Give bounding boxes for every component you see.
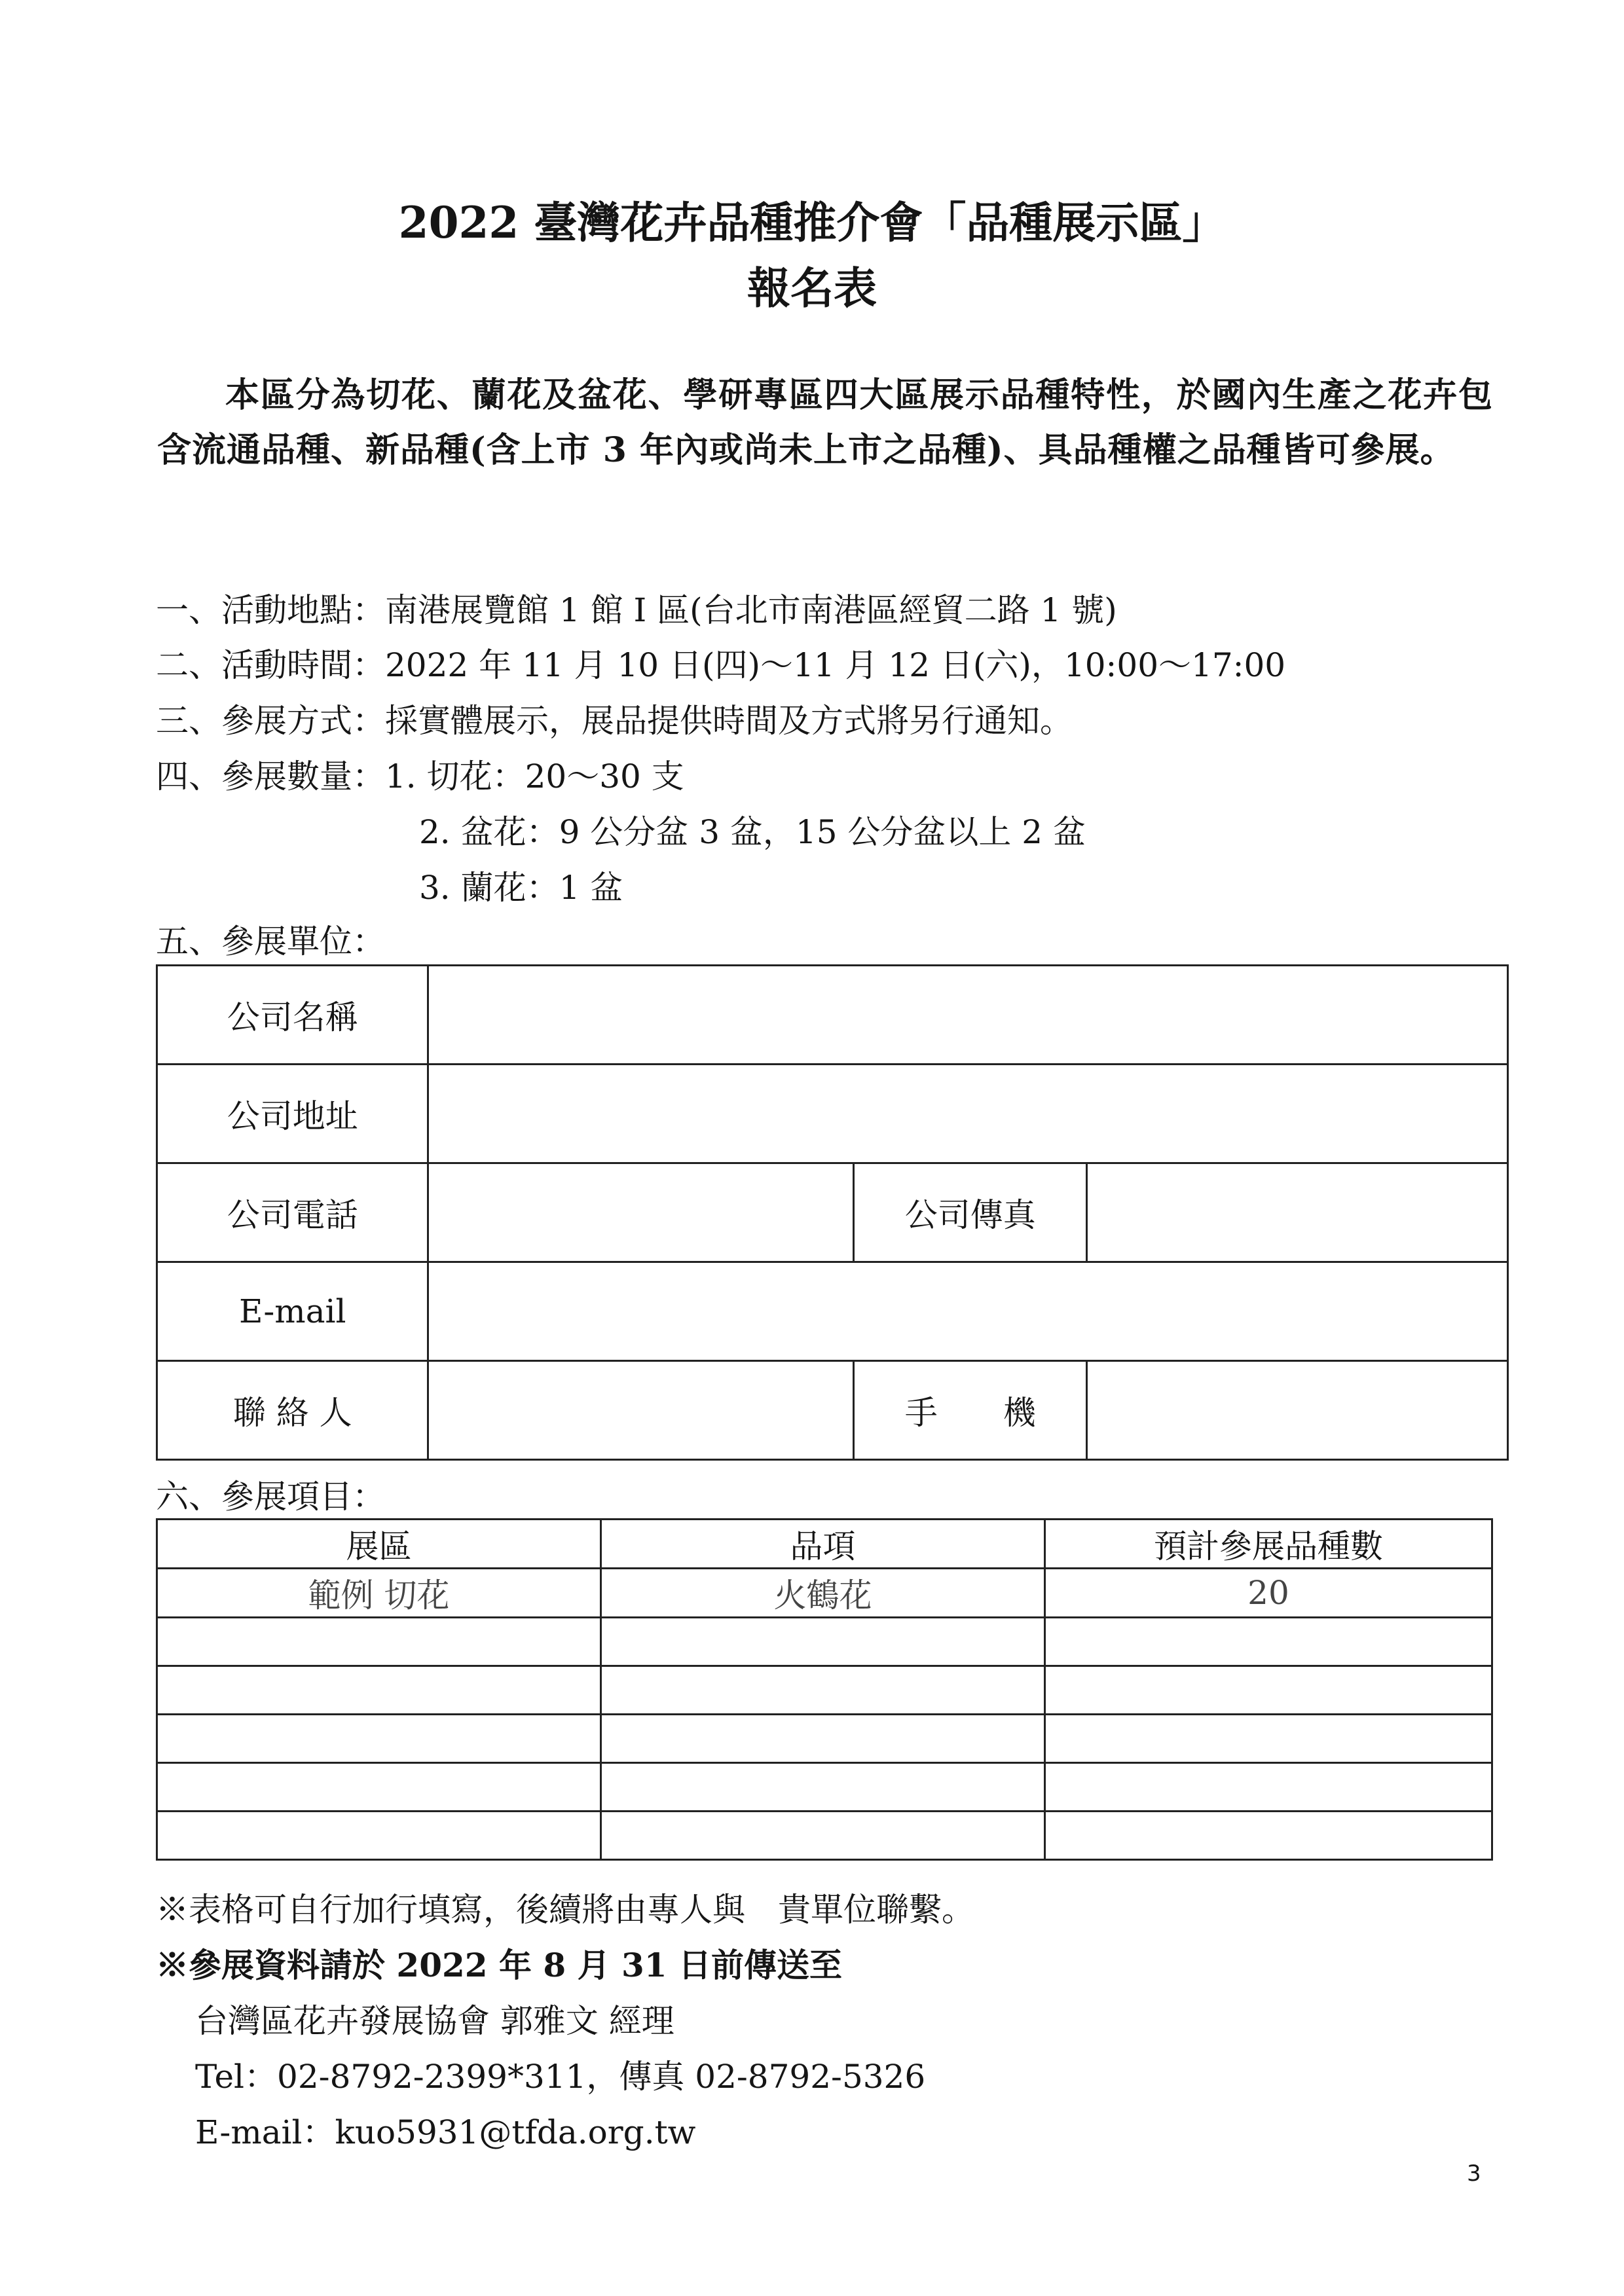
table-row xyxy=(157,1262,1508,1361)
header-variety-count: 預計參展品種數 xyxy=(1044,1520,1492,1569)
count-cell[interactable] xyxy=(1044,1618,1492,1666)
item-quantity-orchid: 3. 蘭花：1 盆 xyxy=(419,869,623,907)
zone-cell[interactable] xyxy=(157,1666,601,1715)
header-zone: 展區 xyxy=(157,1520,601,1569)
company-fax-label: 公司傳真 xyxy=(854,1163,1087,1262)
exhibit-items-table xyxy=(156,1518,1493,1861)
page-title: 2022 臺灣花卉品種推介會「品種展示區」 xyxy=(398,197,1226,248)
mobile-field[interactable] xyxy=(1087,1361,1508,1460)
count-cell[interactable] xyxy=(1044,1812,1492,1860)
company-name-field[interactable] xyxy=(428,966,1508,1065)
page-subtitle: 報名表 xyxy=(747,263,877,314)
table-row xyxy=(157,1763,1492,1812)
note-deadline: ※參展資料請於 2022 年 8 月 31 日前傳送至 xyxy=(156,1946,842,1984)
company-name-label: 公司名稱 xyxy=(157,966,428,1065)
contact-organization: 台灣區花卉發展協會 郭雅文 經理 xyxy=(195,2002,674,2040)
count-cell[interactable] xyxy=(1044,1715,1492,1763)
zone-cell[interactable] xyxy=(157,1763,601,1812)
item-method: 三、參展方式：採實體展示，展品提供時間及方式將另行通知。 xyxy=(156,702,1073,740)
item-cell[interactable] xyxy=(600,1763,1044,1812)
company-phone-label: 公司電話 xyxy=(157,1163,428,1262)
email-field[interactable] xyxy=(428,1262,1508,1361)
table-row xyxy=(157,1812,1492,1860)
intro-paragraph xyxy=(157,368,1493,478)
zone-cell[interactable] xyxy=(157,1618,601,1666)
table-header-row xyxy=(157,1520,1492,1569)
section-6-title: 六、參展項目： xyxy=(156,1478,385,1516)
contact-email: E-mail：kuo5931@tfda.org.tw xyxy=(195,2113,696,2151)
contact-label: 聯 絡 人 xyxy=(157,1361,428,1460)
example-zone: 範例 切花 xyxy=(157,1569,601,1618)
company-address-field[interactable] xyxy=(428,1065,1508,1163)
mobile-label: 手 機 xyxy=(854,1361,1087,1460)
table-row xyxy=(157,1715,1492,1763)
company-fax-field[interactable] xyxy=(1087,1163,1508,1262)
exhibitor-info-table xyxy=(156,964,1509,1461)
table-row xyxy=(157,966,1508,1065)
contact-phone: Tel：02-8792-2399*311，傳真 02-8792-5326 xyxy=(195,2058,926,2096)
company-phone-field[interactable] xyxy=(428,1163,854,1262)
intro-text: 本區分為切花、蘭花及盆花、學研專區四大區展示品種特性，於國內生產之花卉包含流通品種、新品種(含上市 3 年內或尚未上市之品種)、具品種權之品種皆可參展。 xyxy=(157,375,1493,470)
table-row xyxy=(157,1065,1508,1163)
example-item: 火鶴花 xyxy=(600,1569,1044,1618)
table-row xyxy=(157,1361,1508,1460)
item-quantity-potted: 2. 盆花：9 公分盆 3 盆，15 公分盆以上 2 盆 xyxy=(419,813,1086,851)
item-location: 一、活動地點：南港展覽館 1 館 I 區(台北市南港區經貿二路 1 號) xyxy=(156,591,1117,629)
table-row xyxy=(157,1163,1508,1262)
zone-cell[interactable] xyxy=(157,1715,601,1763)
count-cell[interactable] xyxy=(1044,1666,1492,1715)
zone-cell[interactable] xyxy=(157,1812,601,1860)
company-address-label: 公司地址 xyxy=(157,1065,428,1163)
item-cell[interactable] xyxy=(600,1812,1044,1860)
page-number: 3 xyxy=(1467,2160,1481,2187)
section-5-title: 五、參展單位： xyxy=(156,922,385,960)
header-item: 品項 xyxy=(600,1520,1044,1569)
item-cell[interactable] xyxy=(600,1715,1044,1763)
table-row xyxy=(157,1618,1492,1666)
item-cell[interactable] xyxy=(600,1666,1044,1715)
contact-field[interactable] xyxy=(428,1361,854,1460)
item-cell[interactable] xyxy=(600,1618,1044,1666)
count-cell[interactable] xyxy=(1044,1763,1492,1812)
email-label: E-mail xyxy=(157,1262,428,1361)
item-time: 二、活動時間：2022 年 11 月 10 日(四)～11 月 12 日(六)，10:00～17:00 xyxy=(156,646,1286,684)
table-row xyxy=(157,1666,1492,1715)
item-quantity: 四、參展數量：1. 切花：20～30 支 xyxy=(156,757,684,795)
example-count: 20 xyxy=(1044,1569,1492,1618)
table-row-example xyxy=(157,1569,1492,1618)
note-extra-rows: ※表格可自行加行填寫，後續將由專人與 貴單位聯繫。 xyxy=(156,1891,974,1929)
